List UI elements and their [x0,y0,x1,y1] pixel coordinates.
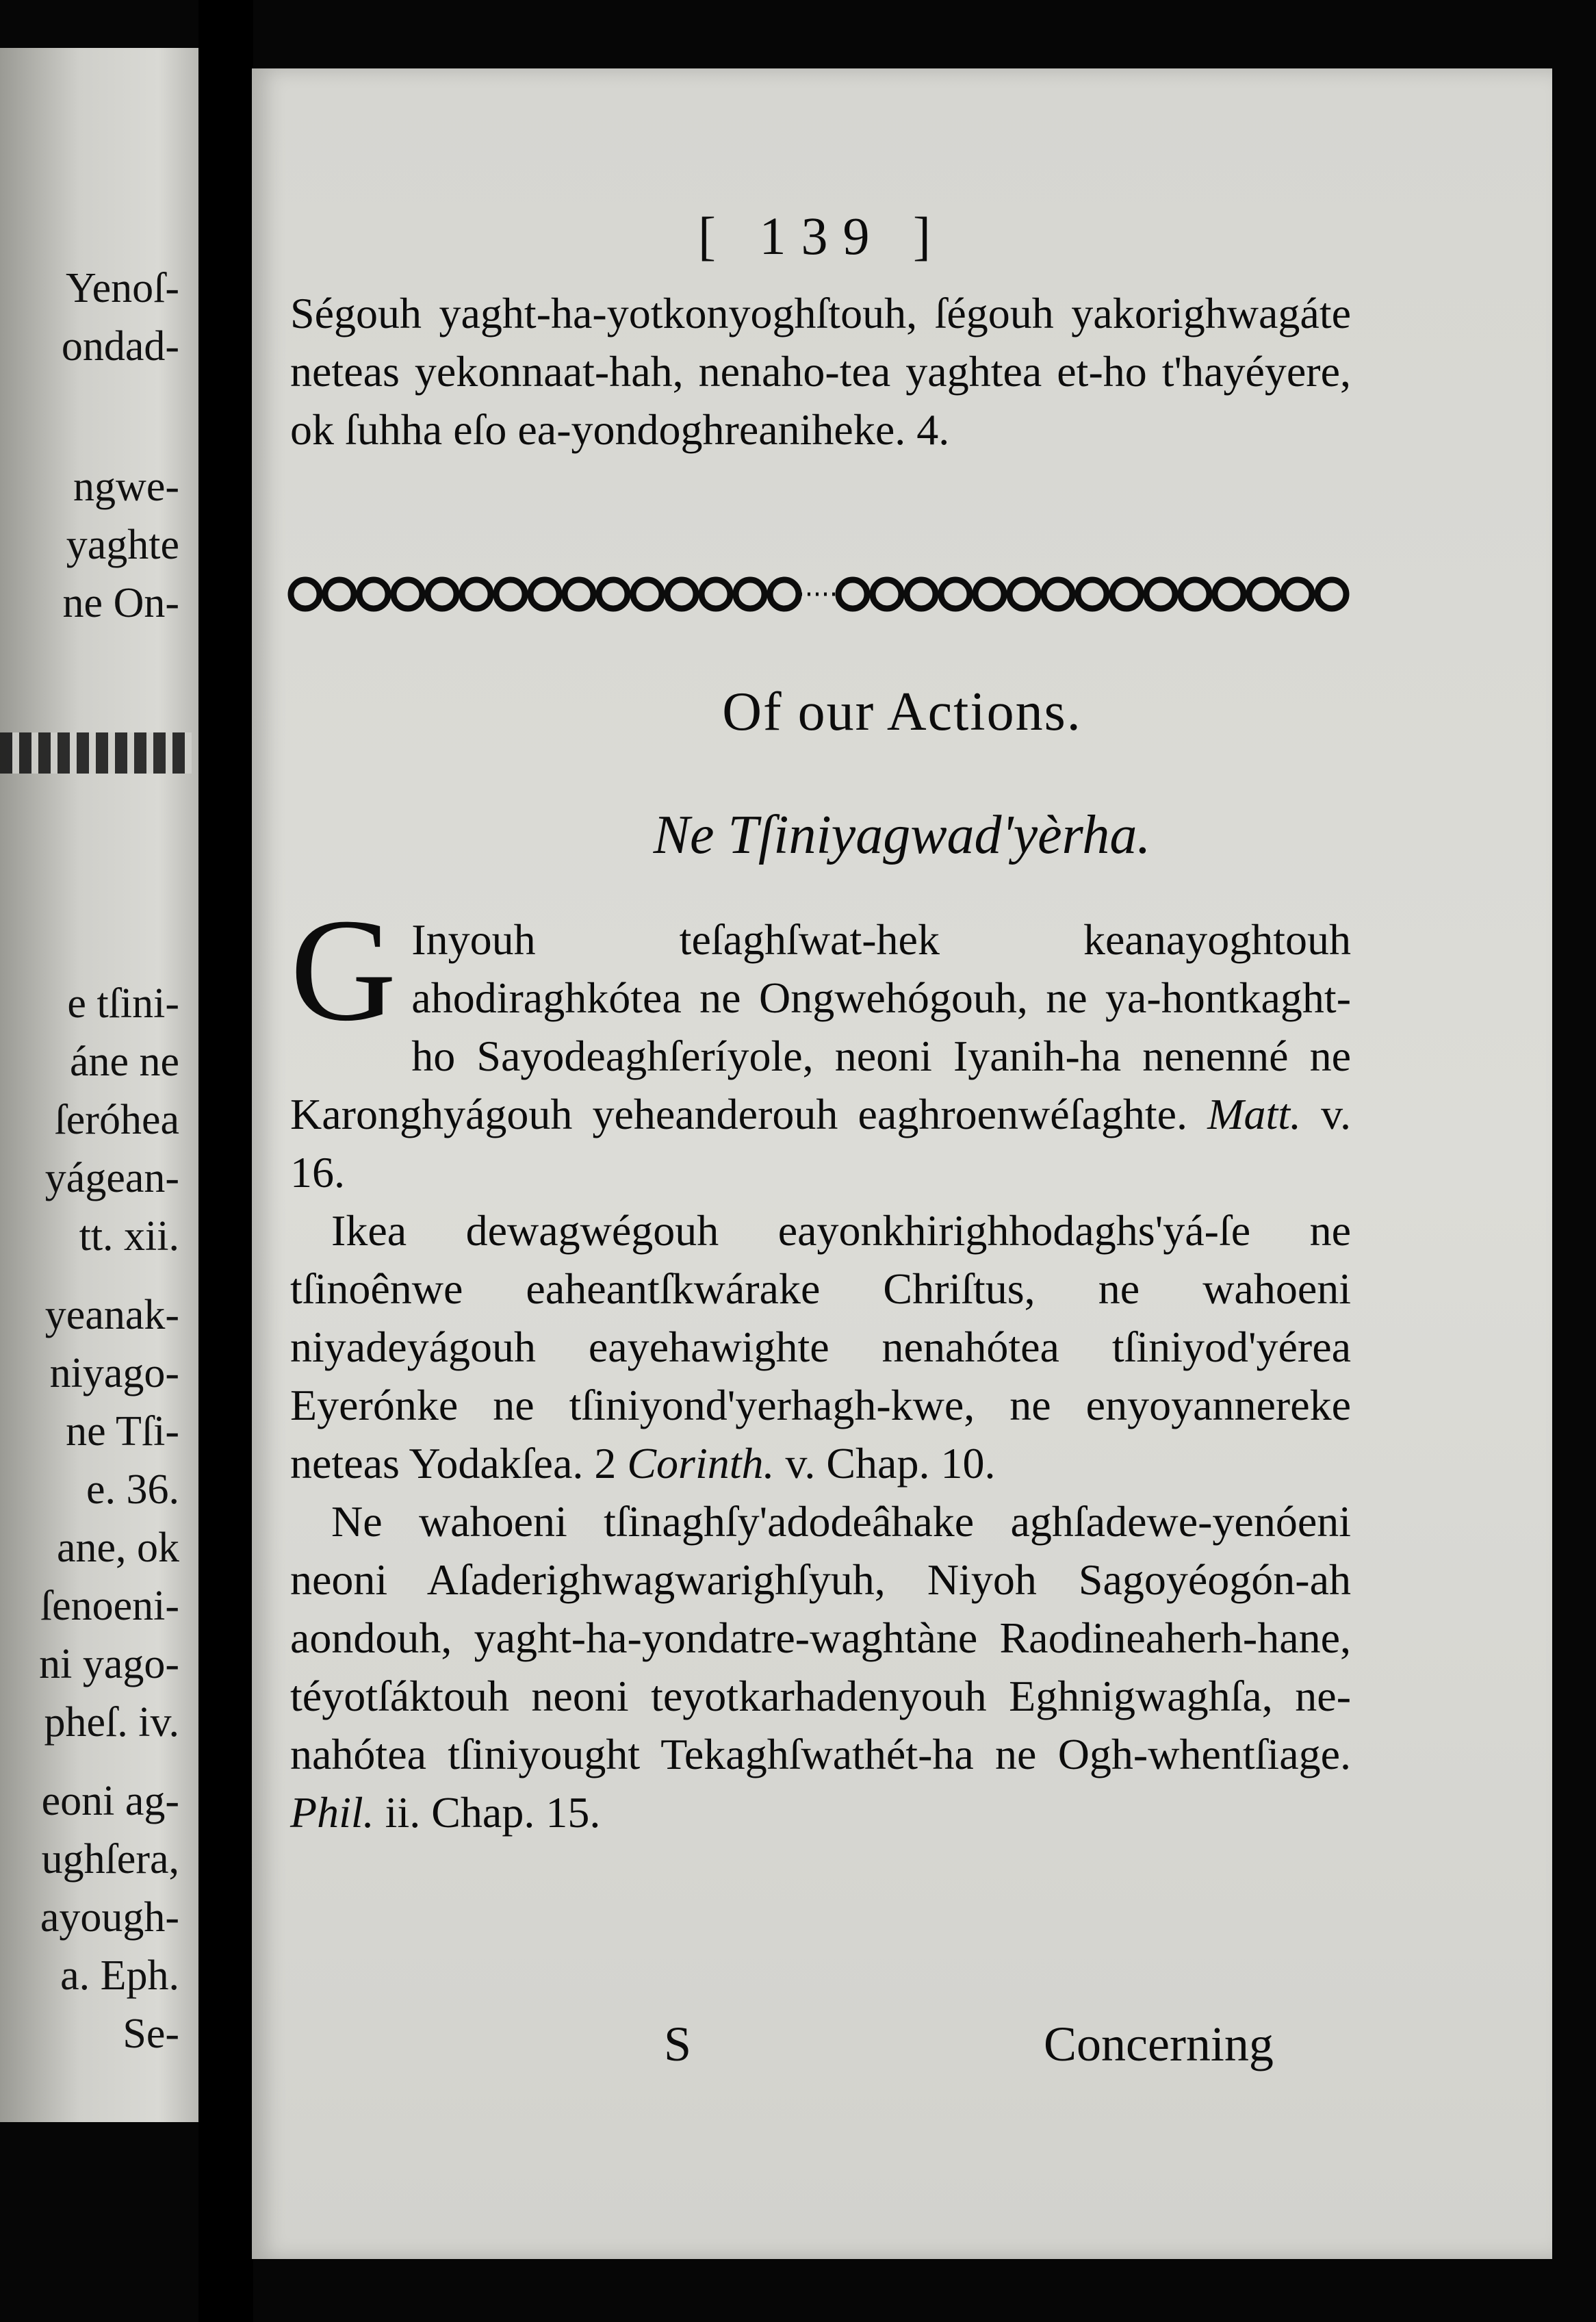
left-line: ni yago- [39,1641,179,1687]
paragraph-3-reference: Phil. [290,1788,374,1837]
left-line: e tſini- [67,980,179,1027]
section-subtitle: Ne Tſiniyagwad'yèrha. [653,805,1151,865]
page-number: [ 139 ] [698,206,946,266]
paragraph-2-reference-tail: v. Chap. 10. [785,1439,996,1488]
paragraph-3-text: Ne wahoeni tſinaghſy'adodeâhake aghſadewe-yenóeni neoni Aſaderighwagwarighſyuh, Niyoh Sagoyéogón-ah aondouh, yaght-ha-yondatre-waghtàne Raodineaherh-hane, téyotſáktouh neoni teyotkarhadenyouh Eghnigwaghſa, ne-nahótea tſiniyought Tekaghſwathét-ha ne Ogh-whentſiage. [290,1497,1351,1778]
paragraph-2 [290,1201,1351,1492]
paragraph-1-reference: Matt. [1207,1090,1302,1138]
paragraph-1 [290,888,1352,1201]
opening-paragraph-block [290,284,1351,459]
left-line: ondad- [61,323,179,370]
paragraph-2-reference: Corinth. [627,1439,775,1488]
left-line: ne Tſi- [66,1408,179,1455]
left-line: yágean- [44,1155,179,1201]
left-line: a. Eph. [60,1952,179,1999]
paragraph-3 [290,1492,1351,1841]
left-line: e. 36. [86,1466,179,1513]
paragraph-1-text: Inyouh teſaghſwat-hek keanayoghtouh ahodiraghkótea ne Ongwehógouh, ne ya-hontkaght-ho Sayodeaghſeríyole, neoni Iyanih-ha nenenné ne Karonghyágouh yeheanderouh eaghroenwéſaghte. [290,915,1351,1138]
paragraph-1-reference-tail: v. 16. [290,1090,1352,1197]
ornamental-rule-icon [285,574,1352,615]
catchword: Concerning [1044,2017,1274,2071]
left-line: tt. xii. [79,1213,179,1260]
section-title: Of our Actions. [722,682,1082,742]
left-page [0,48,198,2122]
paragraph-2-text: Ikea dewagwégouh eayonkhirighhodaghs'yá-ſe ne tſinoênwe eaheantſkwárake Chriſtus, ne wahoeni niyadeyágouh eayehawighte nenahótea tſiniyod'yérea Eyerónke ne tſiniyond'yerhagh-kwe, ne enyoyannereke neteas Yodakſea. 2 [290,1206,1351,1488]
left-line: pheſ. iv. [44,1699,179,1746]
left-line: ayough- [40,1894,179,1941]
left-line: ughſera, [41,1836,179,1883]
left-ornament-rule [0,732,192,774]
signature-mark: S [664,2017,692,2071]
left-line: ſenoeni- [40,1583,179,1629]
left-line: eoni ag- [41,1778,179,1824]
left-line: ane, ok [56,1524,179,1571]
book-gutter [198,0,253,2322]
left-line: áne ne [69,1038,179,1085]
left-line: niyago- [49,1350,179,1396]
left-line: yaghte [66,522,179,568]
left-line: Se- [123,2011,179,2057]
left-line: ſeróhea [54,1097,179,1143]
opening-paragraph: Ségouh yaght-ha-yotkonyoghſtouh, ſégouh yakorighwagáte neteas yekonnaat-hah, nenaho-tea yaghtea et-ho t'hayéyere, ok ſuhha eſo ea-yondoghreaniheke. 4. [290,289,1351,454]
body-text [290,888,1352,1841]
left-line: ngwe- [73,463,179,510]
left-line: yeanak- [44,1292,179,1338]
paragraph-3-reference-tail: ii. Chap. 15. [385,1788,601,1837]
left-line: Yenoſ- [66,265,179,311]
drop-cap: G [290,888,397,1051]
left-line: ne On- [62,580,179,626]
